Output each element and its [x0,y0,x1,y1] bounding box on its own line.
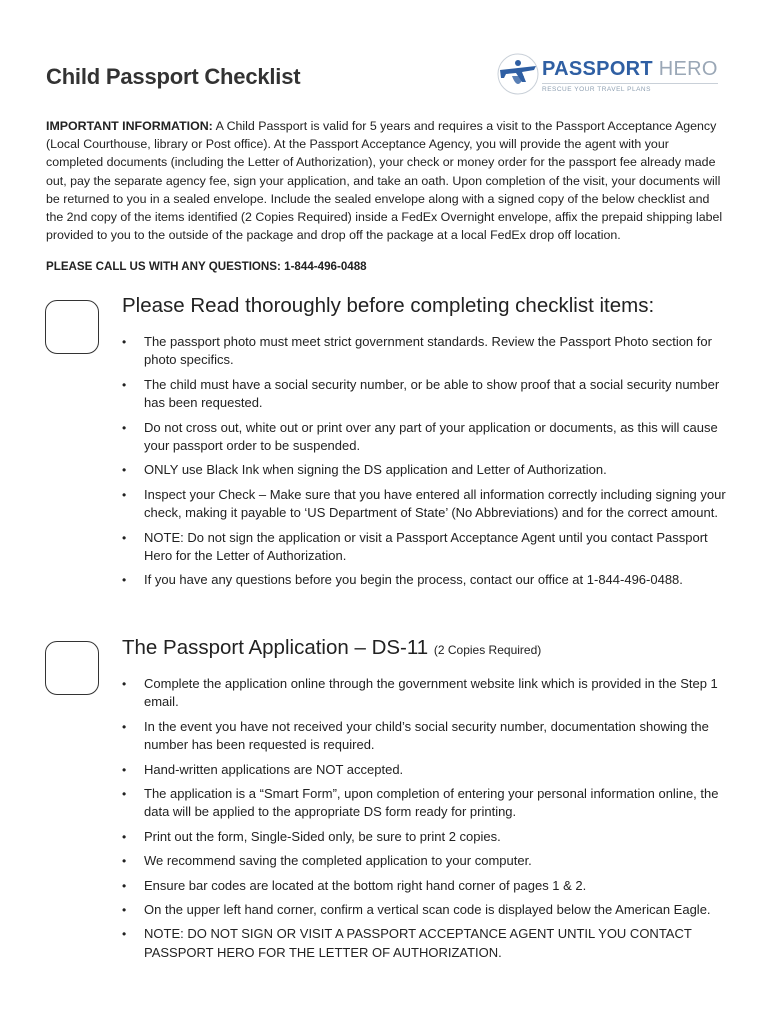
logo-divider [542,83,718,84]
list-item-text: In the event you have not received your child’s social security number, documentation showing the number has been requested is required. [144,718,709,753]
bullet-icon: • [122,719,127,734]
list-item-text: Complete the application online through the government website link which is provided in the Step 1 email. [144,676,718,710]
list-item [122,675,728,712]
important-information-text: A Child Passport is valid for 5 years and requires a visit to the Passport Acceptance Agency (Local Courthouse, library or Post office). At the Passport Acceptance Agency, you will provide the agent with your completed documents (including the Letter of Authorization), your check or money order for the passport fee already made out, pay the separate agency fee, sign your application, and take an oath. Upon completion of the visit, your documents will be returned to you in a sealed envelope. Include the sealed envelope along with a signed copy of the below checklist and the 2nd copy of the items identified (2 Copies Required) inside a FedEx Overnight envelope, affix the prepaid shipping label provided to you to the outside of the package and drop off the package at a local FedEx drop off location. [46,119,723,243]
logo-wordmark [542,58,718,81]
bullet-icon: • [122,677,127,691]
list-item [122,785,728,822]
section-1-heading-text: Please Read thoroughly before completing checklist items: [122,294,655,317]
section-2-heading-text: The Passport Application – DS-11 [122,636,429,659]
list-item-text: NOTE: DO NOT SIGN OR VISIT A PASSPORT ACCEPTANCE AGENT UNTIL YOU CONTACT PASSPORT HERO FOR THE LETTER OF AUTHORIZATION. [144,926,692,960]
bullet-icon: • [122,377,127,392]
list-item-text: ONLY use Black Ink when signing the DS application and Letter of Authorization. [144,462,607,478]
list-item-text: If you have any questions before you begin the process, contact our office at 1-844-496-0488. [144,572,683,588]
bullet-icon: • [122,927,127,942]
list-item [122,828,728,846]
list-item [122,718,728,755]
bullet-icon: • [122,335,127,349]
section-1-checkbox[interactable] [45,300,99,354]
list-item [122,901,728,919]
list-item-text: Inspect your Check – Make sure that you have entered all information correctly including signing your check, making it payable to ‘US Department of State’ (No Abbreviations) and for the correct amount. [144,486,726,521]
list-item-text: The passport photo must meet strict government standards. Review the Passport Photo section for photo specifics. [144,334,712,368]
list-item [122,333,728,370]
bullet-icon: • [122,762,127,777]
page-title: Child Passport Checklist [46,64,301,89]
important-information [46,117,726,244]
bullet-icon: • [122,903,127,918]
list-item [122,486,728,523]
section-2-heading-note: (2 Copies Required) [433,643,542,657]
logo-tagline: RESCUE YOUR TRAVEL PLANS [542,86,651,93]
bullet-icon: • [122,420,127,435]
list-item-text: Ensure bar codes are located at the bottom right hand corner of pages 1 & 2. [144,877,587,893]
passport-hero-logo-icon [496,52,540,96]
section-1-heading [122,294,654,318]
important-information-lead: IMPORTANT INFORMATION: [46,119,213,133]
list-item-text: We recommend saving the completed application to your computer. [144,853,532,869]
bullet-icon: • [122,829,127,844]
passport-hero-logo [496,50,726,100]
list-item-text: The child must have a social security number, or be able to show proof that a social security number has been requested. [144,376,720,411]
list-item [122,376,728,413]
list-item-text: Hand-written applications are NOT accepted. [144,761,404,777]
section-2-list [122,675,728,968]
section-2-checkbox[interactable] [45,641,99,695]
list-item [122,529,728,566]
logo-word-passport: PASSPORT [542,58,653,80]
list-item [122,461,728,479]
list-item-text: Print out the form, Single-Sided only, be sure to print 2 copies. [144,828,501,844]
list-item [122,852,728,870]
section-2-heading [122,636,541,660]
contact-phone-line: PLEASE CALL US WITH ANY QUESTIONS: 1-844-496-0488 [46,260,367,273]
bullet-icon: • [122,573,127,588]
list-item-text: The application is a “Smart Form”, upon completion of entering your personal information online, the data will be applied to the appropriate DS form ready for printing. [144,786,719,820]
list-item-text: Do not cross out, white out or print over any part of your application or documents, as this will cause your passport order to be suspended. [144,419,718,454]
bullet-icon: • [122,487,127,502]
list-item-text: NOTE: Do not sign the application or visit a Passport Acceptance Agent until you contact Passport Hero for the Letter of Authorization. [144,529,708,564]
list-item [122,877,728,895]
bullet-icon: • [122,787,127,802]
list-item [122,761,728,779]
list-item [122,925,728,962]
bullet-icon: • [122,878,127,893]
bullet-icon: • [122,463,127,478]
list-item [122,571,728,589]
list-item [122,419,728,456]
logo-word-hero: HERO [658,58,718,80]
bullet-icon: • [122,530,127,545]
bullet-icon: • [122,854,127,869]
list-item-text: On the upper left hand corner, confirm a vertical scan code is displayed below the American Eagle. [144,902,711,918]
section-1-list [122,333,728,596]
